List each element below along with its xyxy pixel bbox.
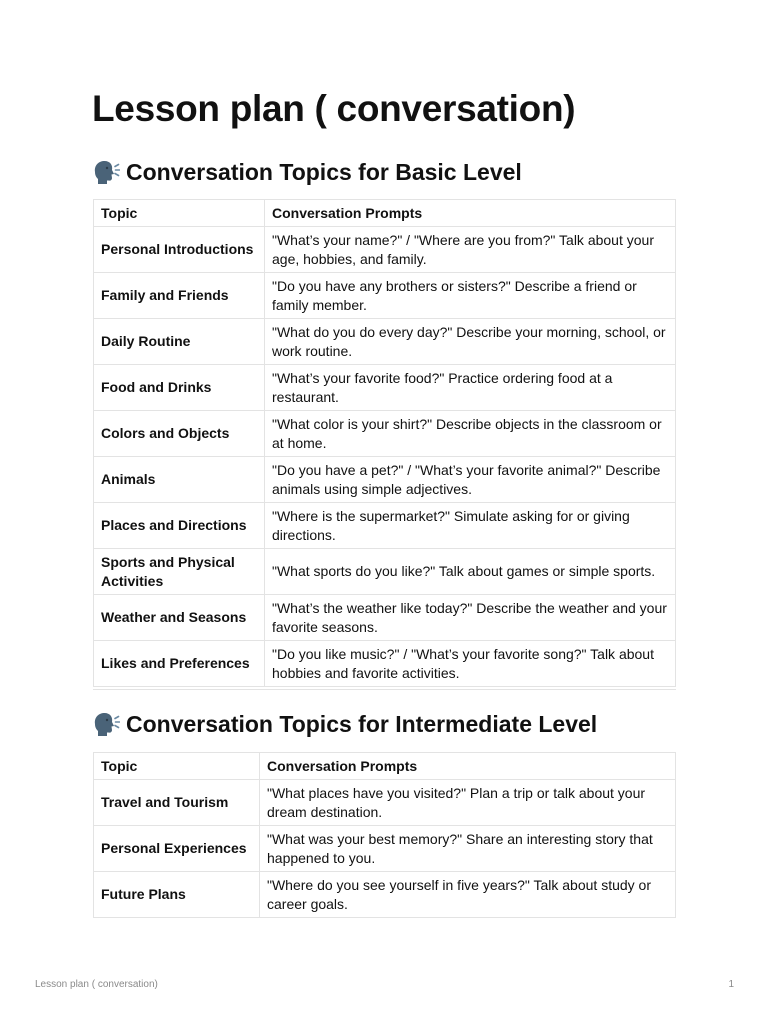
intermediate-topics-table (93, 752, 676, 918)
prompt-cell: "What places have you visited?" Plan a trip or talk about your dream destination. (260, 780, 676, 826)
speaking-head-icon (92, 159, 120, 185)
table-row (94, 595, 676, 641)
table-row (94, 503, 676, 549)
topic-cell: Colors and Objects (94, 411, 265, 457)
topic-cell: Daily Routine (94, 319, 265, 365)
topic-cell: Personal Introductions (94, 227, 265, 273)
topic-cell: Personal Experiences (94, 826, 260, 872)
prompt-cell: "Where do you see yourself in five years?" Talk about study or career goals. (260, 872, 676, 918)
table-row (94, 457, 676, 503)
prompt-cell: "Do you have a pet?" / "What’s your favorite animal?" Describe animals using simple adjectives. (265, 457, 676, 503)
prompt-cell: "Where is the supermarket?" Simulate asking for or giving directions. (265, 503, 676, 549)
footer-page-number: 1 (728, 979, 734, 990)
table-row (94, 872, 676, 918)
table-row (94, 826, 676, 872)
column-header-topic: Topic (94, 753, 260, 780)
topic-cell: Places and Directions (94, 503, 265, 549)
page-title: Lesson plan ( conversation) (92, 88, 576, 129)
section-heading-basic (92, 157, 522, 187)
prompt-cell: "What’s your name?" / "Where are you from?" Talk about your age, hobbies, and family. (265, 227, 676, 273)
prompt-cell: "Do you like music?" / "What’s your favorite song?" Talk about hobbies and favorite activities. (265, 641, 676, 687)
prompt-cell: "What color is your shirt?" Describe objects in the classroom or at home. (265, 411, 676, 457)
table-header-row (94, 753, 676, 780)
section-heading-intermediate (92, 709, 597, 739)
topic-cell: Family and Friends (94, 273, 265, 319)
prompt-cell: "What’s your favorite food?" Practice ordering food at a restaurant. (265, 365, 676, 411)
table-row (94, 319, 676, 365)
topic-cell: Food and Drinks (94, 365, 265, 411)
prompt-cell: "What’s the weather like today?" Describe the weather and your favorite seasons. (265, 595, 676, 641)
prompt-cell: "What was your best memory?" Share an interesting story that happened to you. (260, 826, 676, 872)
basic-topics-table (93, 199, 676, 687)
prompt-cell: "What sports do you like?" Talk about games or simple sports. (265, 549, 676, 595)
table-row (94, 227, 676, 273)
table-row (94, 780, 676, 826)
section-divider (93, 689, 676, 690)
topic-cell: Likes and Preferences (94, 641, 265, 687)
prompt-cell: "What do you do every day?" Describe your morning, school, or work routine. (265, 319, 676, 365)
table-header-row (94, 200, 676, 227)
table-row (94, 273, 676, 319)
prompt-cell: "Do you have any brothers or sisters?" Describe a friend or family member. (265, 273, 676, 319)
topic-cell: Future Plans (94, 872, 260, 918)
section-heading-text: Conversation Topics for Basic Level (126, 159, 522, 185)
table-row (94, 641, 676, 687)
column-header-prompts: Conversation Prompts (260, 753, 676, 780)
topic-cell: Animals (94, 457, 265, 503)
table-row (94, 365, 676, 411)
topic-cell: Sports and Physical Activities (94, 549, 265, 595)
footer-document-title: Lesson plan ( conversation) (35, 979, 158, 990)
section-heading-text: Conversation Topics for Intermediate Level (126, 711, 598, 737)
speaking-head-icon (92, 711, 120, 737)
table-row (94, 549, 676, 595)
column-header-prompts: Conversation Prompts (265, 200, 676, 227)
table-row (94, 411, 676, 457)
topic-cell: Weather and Seasons (94, 595, 265, 641)
column-header-topic: Topic (94, 200, 265, 227)
topic-cell: Travel and Tourism (94, 780, 260, 826)
